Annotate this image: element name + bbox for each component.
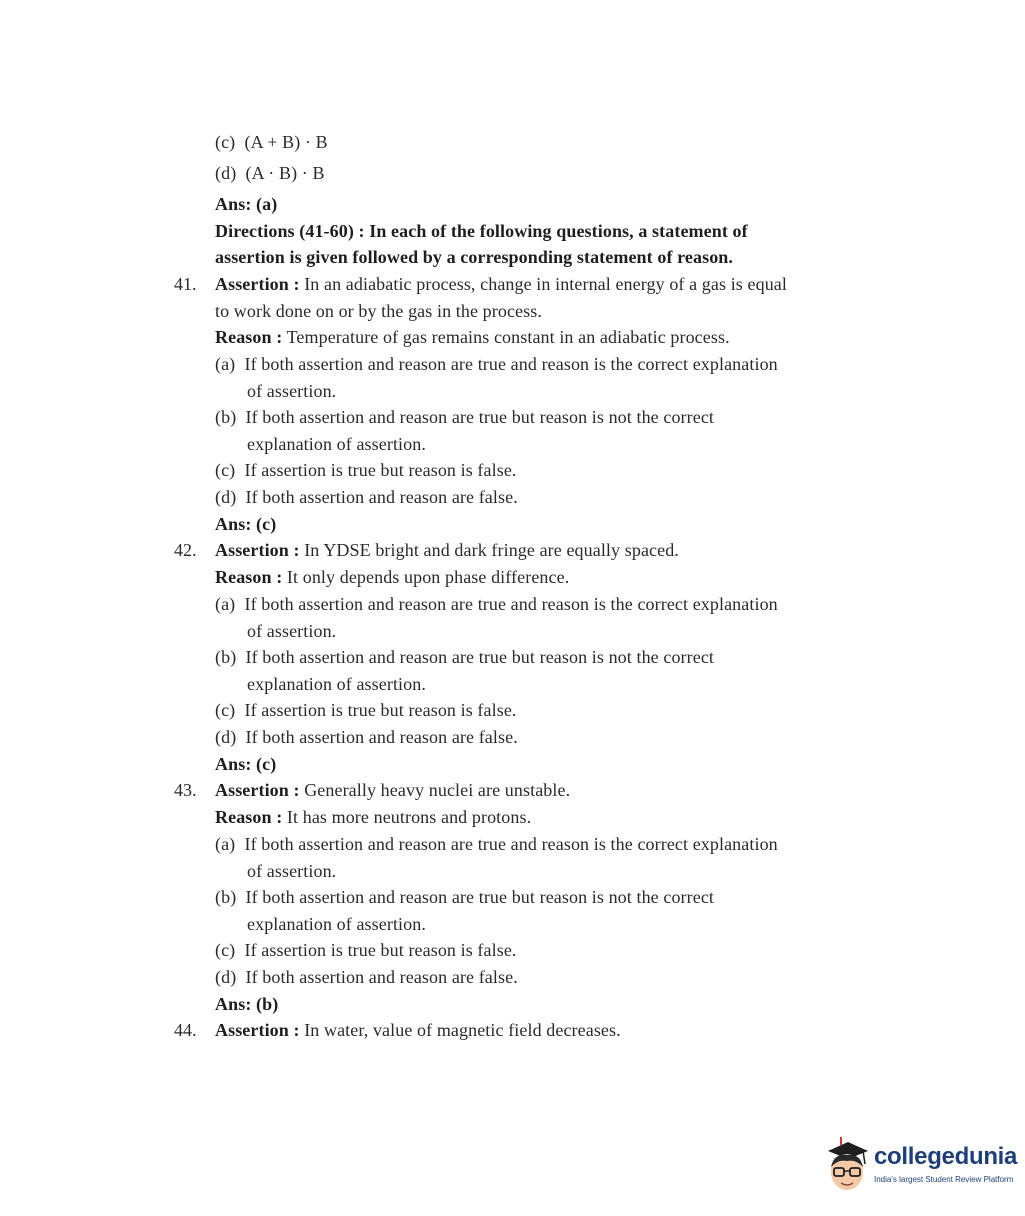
q43-reason: Reason : It has more neutrons and protons. — [215, 807, 532, 827]
q42-option-a-cont: of assertion. — [247, 621, 337, 641]
collegedunia-logo — [822, 1137, 1017, 1197]
q41-assertion-line-1: Assertion : In an adiabatic process, change in internal energy of a gas is equal — [215, 274, 787, 294]
option-prev-c: (c) (A + B) · B — [215, 132, 328, 152]
directions-line-1: Directions (41-60) : In each of the following questions, a statement of — [215, 221, 748, 241]
q43-assertion: Assertion : Generally heavy nuclei are unstable. — [215, 780, 571, 800]
q41-assertion-line-2: to work done on or by the gas in the process. — [215, 301, 542, 321]
q43-option-a-cont: of assertion. — [247, 861, 337, 881]
question-number-41: 41. — [174, 274, 197, 294]
q43-option-a: (a) If both assertion and reason are true and reason is the correct explanation — [215, 834, 778, 854]
directions-line-2: assertion is given followed by a corresponding statement of reason. — [215, 247, 734, 267]
q43-option-d: (d) If both assertion and reason are false. — [215, 967, 518, 987]
q41-option-a-cont: of assertion. — [247, 381, 337, 401]
question-number-42: 42. — [174, 540, 197, 560]
q41-answer: Ans: (c) — [215, 514, 277, 534]
option-prev-d: (d) (A · B) · B — [215, 163, 325, 183]
brand-tagline: India's largest Student Review Platform — [874, 1175, 1014, 1184]
q43-option-b: (b) If both assertion and reason are true but reason is not the correct — [215, 887, 715, 907]
mascot-icon — [822, 1137, 872, 1195]
q42-option-b: (b) If both assertion and reason are true but reason is not the correct — [215, 647, 715, 667]
q41-option-a: (a) If both assertion and reason are true and reason is the correct explanation — [215, 354, 778, 374]
answer-prev: Ans: (a) — [215, 194, 278, 214]
q41-reason: Reason : Temperature of gas remains constant in an adiabatic process. — [215, 327, 730, 347]
q41-option-c: (c) If assertion is true but reason is false. — [215, 460, 517, 480]
brand-name: collegedunia — [874, 1143, 1018, 1170]
q42-reason: Reason : It only depends upon phase difference. — [215, 567, 570, 587]
q41-option-b-cont: explanation of assertion. — [247, 434, 426, 454]
q41-option-d: (d) If both assertion and reason are false. — [215, 487, 518, 507]
q43-option-b-cont: explanation of assertion. — [247, 914, 426, 934]
q42-option-a: (a) If both assertion and reason are true and reason is the correct explanation — [215, 594, 778, 614]
q42-assertion: Assertion : In YDSE bright and dark fringe are equally spaced. — [215, 540, 679, 560]
q42-option-b-cont: explanation of assertion. — [247, 674, 426, 694]
q41-option-b: (b) If both assertion and reason are true but reason is not the correct — [215, 407, 715, 427]
q43-option-c: (c) If assertion is true but reason is false. — [215, 940, 517, 960]
q42-option-c: (c) If assertion is true but reason is false. — [215, 700, 517, 720]
q42-answer: Ans: (c) — [215, 754, 277, 774]
question-number-44: 44. — [174, 1020, 197, 1040]
q43-answer: Ans: (b) — [215, 994, 279, 1014]
question-number-43: 43. — [174, 780, 197, 800]
q44-assertion: Assertion : In water, value of magnetic field decreases. — [215, 1020, 621, 1040]
q42-option-d: (d) If both assertion and reason are false. — [215, 727, 518, 747]
